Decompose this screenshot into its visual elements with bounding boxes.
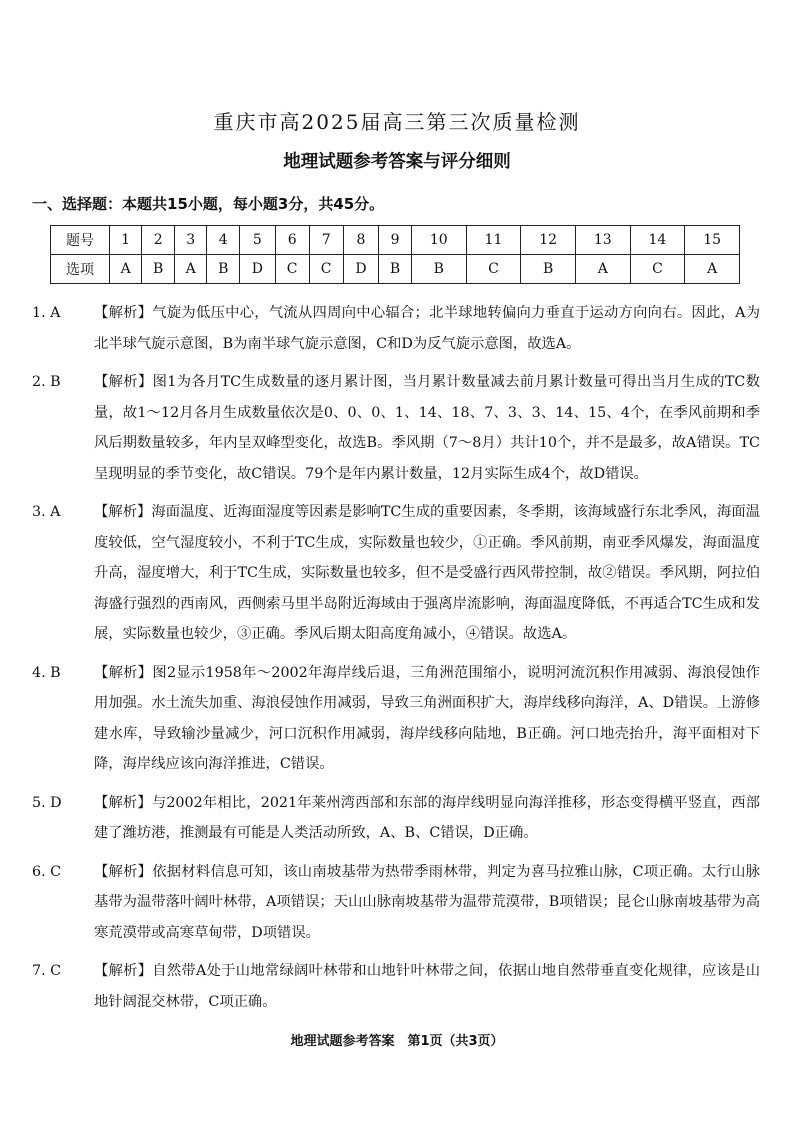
explanation-item xyxy=(32,497,760,650)
page-subtitle: 地理试题参考答案与评分细则 xyxy=(283,152,511,172)
question-number: 6 xyxy=(275,226,309,255)
answer-cell: A xyxy=(575,255,630,284)
page-footer: 地理试题参考答案 第1页（共3页） xyxy=(290,1034,504,1049)
question-number: 1 xyxy=(110,226,142,255)
item-text: 【解析】海面温度、近海面湿度等因素是影响TC生成的重要因素，冬季期，该海域盛行东北季风，海面温度较低，空气湿度较小，不利于TC生成，实际数量也较少，①正确。季风前期，南亚季风爆发，海面温度升高，湿度增大，利于TC生成，实际数量也较多，但不是受盛行西风带控制，故②错误。季风期，阿拉伯海盛行强烈的西南风，西侧索马里半岛附近海域由于强离岸流影响，海面温度降低，不再适合TC生成和发展，实际数量也较少，③正确。季风后期太阳高度角减小，④错误。故选A。 xyxy=(94,504,760,642)
question-number: 14 xyxy=(630,226,685,255)
section-heading: 一、选择题：本题共15小题，每小题3分，共45分。 xyxy=(32,195,385,213)
answer-cell: B xyxy=(207,255,240,284)
explanation-item xyxy=(32,367,760,489)
question-number-row xyxy=(51,226,740,255)
item-number: 5. D xyxy=(32,794,62,811)
item-number: 3. A xyxy=(32,504,61,520)
answer-cell: C xyxy=(466,255,521,284)
item-text: 【解析】气旋为低压中心，气流从四周向中心辐合；北半球地转偏向力垂直于运动方向向右。因此，A为北半球气旋示意图，B为南半球气旋示意图，C和D为反气旋示意图，故选A。 xyxy=(94,305,760,352)
page-title: 重庆市高2025届高三第三次质量检测 xyxy=(213,110,581,134)
item-number: 4. B xyxy=(32,664,61,681)
answer-cell: A xyxy=(685,255,740,284)
explanation-item xyxy=(32,298,760,359)
question-number: 2 xyxy=(142,226,175,255)
row-header-number: 题号 xyxy=(51,226,110,255)
answer-cell: B xyxy=(411,255,466,284)
item-text: 【解析】图1为各月TC生成数量的逐月累计图，当月累计数量减去前月累计数量可得出当月生成的TC数量，故1～12月各月生成数量依次是0、0、0、1、14、18、7、3、3、14、15、4个，在季风前期和季风后期数量较多，年内呈双峰型变化，故选B。季风期（7～8月）共计10个，并不是最多，故A错误。TC呈现明显的季节变化，故C错误。79个是年内累计数量，12月实际生成4个，故D错误。 xyxy=(94,374,760,482)
explanation-item xyxy=(32,956,760,1017)
question-number: 5 xyxy=(240,226,276,255)
answer-cell: B xyxy=(521,255,576,284)
item-number: 2. B xyxy=(32,374,61,390)
answer-cell: A xyxy=(110,255,142,284)
answer-cell: B xyxy=(379,255,412,284)
question-number: 3 xyxy=(175,226,207,255)
explanation-list xyxy=(32,298,760,1025)
question-number: 11 xyxy=(466,226,521,255)
item-number: 6. C xyxy=(32,863,62,880)
question-number: 13 xyxy=(575,226,630,255)
question-number: 9 xyxy=(379,226,412,255)
item-number: 7. C xyxy=(32,963,62,979)
item-text: 【解析】自然带A处于山地常绿阔叶林带和山地针叶林带之间，依据山地自然带垂直变化规律，应该是山地针阔混交林带，C项正确。 xyxy=(94,963,760,1010)
item-number: 1. A xyxy=(32,305,61,321)
question-number: 15 xyxy=(685,226,740,255)
question-number: 7 xyxy=(309,226,343,255)
answer-cell: C xyxy=(309,255,343,284)
item-text: 【解析】依据材料信息可知，该山南坡基带为热带季雨林带，判定为喜马拉雅山脉，C项正确。太行山脉基带为温带落叶阔叶林带，A项错误；天山山脉南坡基带为温带荒漠带，B项错误；昆仑山脉南坡基带为高寒荒漠带或高寒草甸带，D项错误。 xyxy=(94,863,760,941)
answer-cell: D xyxy=(343,255,379,284)
question-number: 12 xyxy=(521,226,576,255)
question-number: 10 xyxy=(411,226,466,255)
explanation-item xyxy=(32,658,760,780)
answer-row xyxy=(51,255,740,284)
question-number: 4 xyxy=(207,226,240,255)
item-text: 【解析】图2显示1958年～2002年海岸线后退，三角洲范围缩小，说明河流沉积作用减弱、海浪侵蚀作用加强。水土流失加重、海浪侵蚀作用减弱，导致三角洲面积扩大，海岸线移向海洋，A、D错误。上游修建水库，导致输沙量减少，河口沉积作用减弱，海岸线移向陆地，B正确。河口地壳抬升，海平面相对下降，海岸线应该向海洋推进，C错误。 xyxy=(94,664,760,772)
answer-cell: D xyxy=(240,255,276,284)
item-text: 【解析】与2002年相比，2021年莱州湾西部和东部的海岸线明显向海洋推移，形态变得横平竖直，西部建了潍坊港，推测最有可能是人类活动所致，A、B、C错误，D正确。 xyxy=(94,794,760,841)
question-number: 8 xyxy=(343,226,379,255)
explanation-item xyxy=(32,788,760,849)
answer-table xyxy=(50,225,740,284)
answer-cell: B xyxy=(142,255,175,284)
row-header-answer: 选项 xyxy=(51,255,110,284)
answer-cell: C xyxy=(630,255,685,284)
answer-cell: C xyxy=(275,255,309,284)
answer-cell: A xyxy=(175,255,207,284)
explanation-item xyxy=(32,857,760,949)
